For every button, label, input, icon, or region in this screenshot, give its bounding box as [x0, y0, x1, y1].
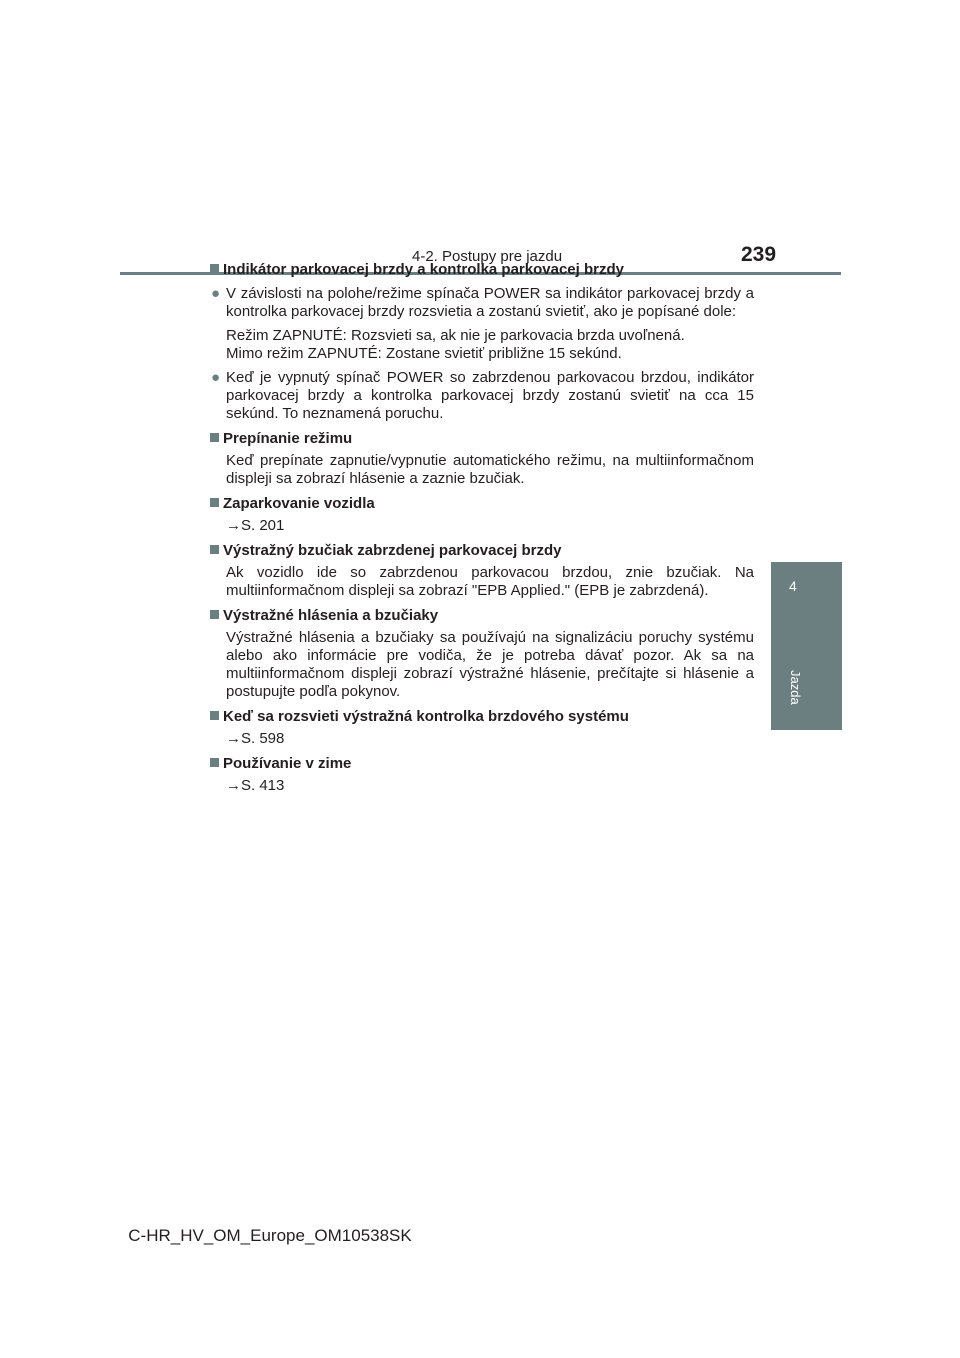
- page-reference: →S. 201: [226, 517, 285, 534]
- square-bullet-icon: [210, 758, 219, 767]
- page-content: [210, 254, 754, 795]
- section-text: Keď prepínate zapnutie/vypnutie automatického režimu, na multiinformačnom displeji sa zobrazí hlásenie a zaznie bzučiak.: [226, 452, 754, 487]
- bullet-item: ● V závislosti na polohe/režime spínača POWER sa indikátor parkovacej brzdy a kontrolka parkovacej brzdy rozsvietia a zostanú svietiť, ako je popísané dole:: [211, 285, 754, 320]
- section-text: Výstražné hlásenia a bzučiaky sa používajú na signalizáciu poruchy systému alebo ako informácie pre vodiča, že je potreba dávať pozor. Ak sa na multiinformačnom displeji zobrazí výstražné hlásenie, prečítajte si hlásenie a postupujte podľa pokynov.: [226, 629, 754, 700]
- circle-bullet-icon: ●: [211, 369, 221, 386]
- chapter-tab-label: Jazda: [788, 670, 803, 705]
- square-bullet-icon: [210, 264, 219, 273]
- section-heading: Keď sa rozsvieti výstražná kontrolka brzdového systému: [210, 708, 754, 726]
- section-heading: Výstražný bzučiak zabrzdenej parkovacej brzdy: [210, 542, 754, 560]
- page-number: 239: [741, 243, 777, 266]
- bullet-item: ● Keď je vypnutý spínač POWER so zabrzdenou parkovacou brzdou, indikátor parkovacej brzdy a kontrolka parkovacej brzdy zostanú svietiť na cca 15 sekúnd. To neznamená poruchu.: [211, 369, 754, 422]
- section-heading: Zaparkovanie vozidla: [210, 495, 754, 513]
- section-heading: Používanie v zime: [210, 755, 754, 773]
- section-heading: Indikátor parkovacej brzdy a kontrolka parkovacej brzdy: [210, 261, 754, 279]
- chapter-tab: [771, 562, 842, 648]
- sub-line: Režim ZAPNUTÉ: Rozsvieti sa, ak nie je parkovacia brzda uvoľnená.: [226, 327, 685, 344]
- section-text: Ak vozidlo ide so zabrzdenou parkovacou brzdou, znie bzučiak. Na multiinformačnom displeji sa zobrazí "EPB Applied." (EPB je zabrzdená).: [226, 564, 754, 599]
- chapter-tab-strip: [771, 648, 842, 730]
- square-bullet-icon: [210, 711, 219, 720]
- chapter-tab-number: 4: [789, 578, 797, 594]
- section-heading: Výstražné hlásenia a bzučiaky: [210, 607, 754, 625]
- square-bullet-icon: [210, 545, 219, 554]
- sub-line: Mimo režim ZAPNUTÉ: Zostane svietiť približne 15 sekúnd.: [226, 345, 622, 362]
- square-bullet-icon: [210, 433, 219, 442]
- square-bullet-icon: [210, 498, 219, 507]
- page-reference: →S. 598: [226, 730, 285, 747]
- circle-bullet-icon: ●: [211, 285, 221, 302]
- square-bullet-icon: [210, 610, 219, 619]
- document-code: C-HR_HV_OM_Europe_OM10538SK: [128, 1226, 412, 1245]
- section-title: 4-2. Postupy pre jazdu: [412, 248, 563, 265]
- page-reference: →S. 413: [226, 777, 285, 794]
- section-heading: Prepínanie režimu: [210, 430, 754, 448]
